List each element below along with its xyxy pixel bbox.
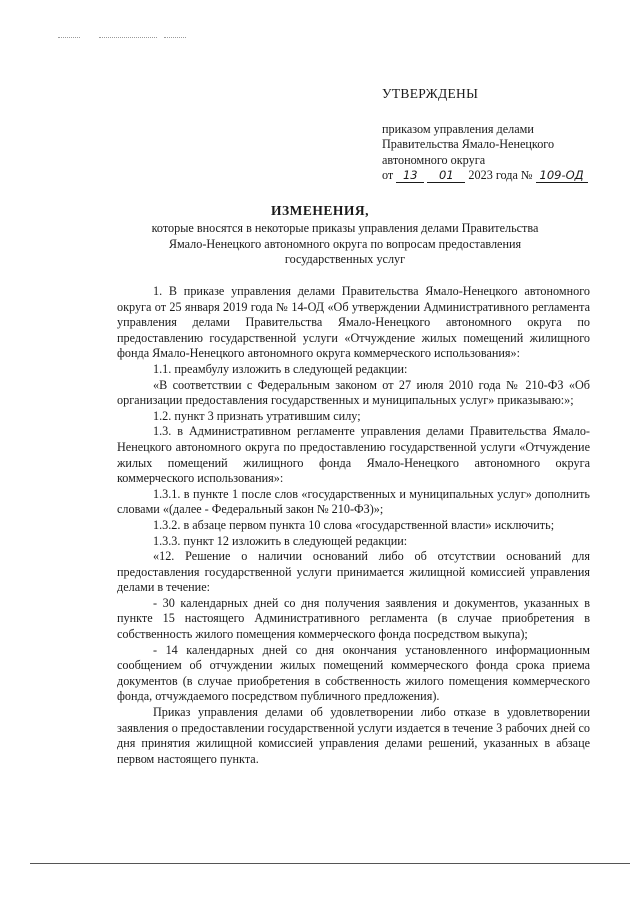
handwritten-month: 01 — [427, 169, 465, 183]
approval-title: УТВЕРЖДЕНЫ — [382, 86, 479, 101]
date-year-text: 2023 года № — [468, 168, 533, 183]
date-prefix: от — [382, 168, 394, 183]
page-bottom-rule — [30, 863, 630, 864]
body-paragraph: «В соответствии с Федеральным законом от 27 июля 2010 года № 210-ФЗ «Об организации предоставления государственных и муниципальных услуг» приказываю:»; — [117, 377, 590, 408]
body-paragraph: 1.2. пункт 3 признать утратившим силу; — [153, 408, 361, 423]
handwritten-day: 13 — [396, 169, 424, 183]
approval-block — [382, 86, 612, 184]
order-date-line — [382, 168, 612, 184]
approval-line: автономного округа — [382, 152, 486, 167]
body-paragraph: Приказ управления делами об удовлетворении либо отказе в удовлетворении заявления о предоставлении государственной услуги издается в течение 3 рабочих дней со дня принятия жилищной комиссией управления делами решений, указанных в абзаце первом настоящего пункта. — [117, 705, 590, 766]
scan-artifact — [99, 37, 157, 38]
body-paragraph: - 30 календарных дней со дня получения заявления и документов, указанных в пункте 15 настоящего Административного регламента (в случае приобретения в собственность жилого помещения коммерческого фонда посредством выкупа); — [117, 595, 590, 642]
scan-artifact — [58, 37, 80, 38]
document-body — [117, 284, 590, 767]
body-paragraph: 1.3.1. в пункте 1 после слов «государственных и муниципальных услуг» дополнить словами «(далее - Федеральный закон № 210-ФЗ)»; — [117, 486, 590, 517]
document-heading: ИЗМЕНЕНИЯ, — [270, 203, 369, 218]
subtitle-line: государственных услуг — [284, 252, 406, 267]
body-paragraph: 1. В приказе управления делами Правительства Ямало-Ненецкого автономного округа от 25 января 2019 года № 14-ОД «Об утверждении Административного регламента управления делами Правительства Ямало-Ненецкого автономного округа по предоставлению государственной услуги «Отчуждение жилых помещений жилищного фонда Ямало-Ненецкого автономного округа коммерческого использования»: — [117, 284, 590, 361]
body-paragraph: 1.1. преамбулу изложить в следующей редакции: — [153, 361, 408, 376]
body-paragraph: «12. Решение о наличии оснований либо об отсутствии оснований для предоставления государственной услуги принимается жилищной комиссией управления делами в течение: — [117, 549, 590, 595]
document-subtitle — [110, 221, 580, 268]
approval-line: Правительства Ямало-Ненецкого — [382, 137, 555, 152]
approval-line: приказом управления делами — [382, 121, 534, 136]
handwritten-order-number: 109-ОД — [536, 169, 588, 183]
scan-artifact — [164, 37, 186, 38]
body-paragraph: 1.3.3. пункт 12 изложить в следующей редакции: — [153, 533, 408, 548]
subtitle-line: которые вносятся в некоторые приказы управления делами Правительства — [151, 221, 539, 235]
subtitle-line: Ямало-Ненецкого автономного округа по вопросам предоставления — [168, 236, 522, 251]
body-paragraph: 1.3. в Административном регламенте управления делами Правительства Ямало-Ненецкого автономного округа по предоставлению государственной услуги «Отчуждение жилых помещений жилищного фонда Ямало-Ненецкого автономного округа коммерческого использования»: — [117, 424, 590, 486]
body-paragraph: 1.3.2. в абзаце первом пункта 10 слова «государственной власти» исключить; — [153, 517, 555, 532]
body-paragraph: - 14 календарных дней со дня окончания установленного информационным сообщением об отчуждении жилых помещений коммерческого фонда срока приема документов (в случае приобретения в собственность жилого помещения коммерческого фонда, отчуждаемого посредством публичного предложения). — [117, 642, 590, 704]
